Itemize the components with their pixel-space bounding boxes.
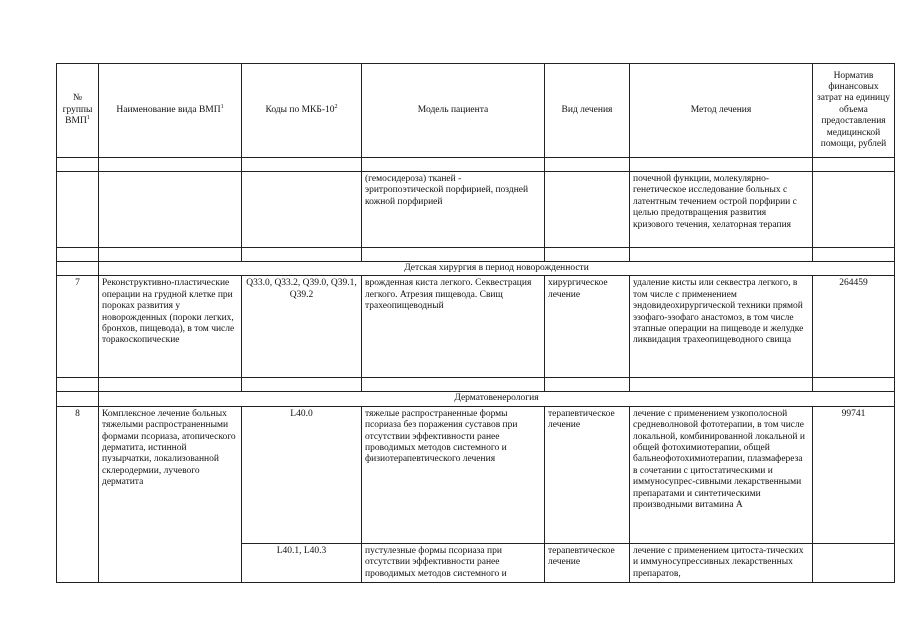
treatment-method: лечение с применением узкополосной средневолновой фототерапии, в том числе локальной, комбинированной локальной и общей фотохимиотерапии, общей бальнеофотохимиотерапии, плазмафереза в сочетании с цитостатическими и иммуносупрес-сивными лекарственными препаратами и синтетическими производными витамина А	[630, 406, 813, 543]
cost-norm: 99741	[813, 406, 895, 543]
group-number: 8	[57, 406, 99, 582]
section-row	[57, 392, 895, 406]
table-row	[57, 276, 895, 378]
col-header-cost-norm: Норматив финансовых затрат на единицу объема предоставления медицинской помощи, рублей	[813, 64, 895, 158]
treatment-method: лечение с применением цитоста-тических и иммуносупрессивных лекарственных препаратов,	[630, 543, 813, 582]
treatment-method: удаление кисты или секвестра легкого, в том числе с применением эндовидеохирургической техники прямой эзофаго-эзофаго анастомоз, в том числе этапные операции на пищеводе и желудке ликвидация трахеопищеводного свища	[630, 276, 813, 378]
spacer-row	[57, 158, 895, 172]
treatment-kind: терапевтическое лечение	[545, 406, 630, 543]
table-row	[57, 406, 895, 543]
patient-model: пустулезные формы псориаза при отсутствии эффективности ранее проводимых методов системного и	[362, 543, 545, 582]
icd-codes: L40.0	[242, 406, 362, 543]
icd-codes: Q33.0, Q33.2, Q39.0, Q39.1, Q39.2	[242, 276, 362, 378]
section-row	[57, 262, 895, 276]
vmp-table	[56, 63, 895, 583]
vmp-name: Реконструктивно-пластические операции на грудной клетке при пороках развития у новорожденных (пороки легких, бронхов, пищевода), в том числе торакоскопические	[99, 276, 242, 378]
spacer-row	[57, 248, 895, 262]
col-header-treatment-kind: Вид лечения	[545, 64, 630, 158]
header-row	[57, 64, 895, 158]
treatment-kind: терапевтическое лечение	[545, 543, 630, 582]
vmp-name: Комплексное лечение больных тяжелыми распространенными формами псориаза, атопического дерматита, истинной пузырчатки, локализованной склеродермии, лучевого дерматита	[99, 406, 242, 582]
cost-norm: 264459	[813, 276, 895, 378]
col-header-icd-codes: Коды по МКБ-$10^2$	[242, 64, 362, 158]
col-header-treatment-method: Метод лечения	[630, 64, 813, 158]
section-title: Дерматовенерология	[99, 392, 895, 406]
cont-treatment-method: почечной функции, молекулярно-генетическое исследование больных с латентным течением острой порфирии с целью предотвращения развития кризового течения, хелаторная терапия	[630, 172, 813, 248]
spacer-row	[57, 378, 895, 392]
col-header-vmp-name: Наименование вида ВМП$^1$	[99, 64, 242, 158]
patient-model: врожденная киста легкого. Секвестрация легкого. Атрезия пищевода. Свищ трахеопищеводный	[362, 276, 545, 378]
group-number: 7	[57, 276, 99, 378]
col-header-patient-model: Модель пациента	[362, 64, 545, 158]
icd-codes: L40.1, L40.3	[242, 543, 362, 582]
patient-model: тяжелые распространенные формы псориаза без поражения суставов при отсутствии эффективности ранее проводимых методов системного и физиотерапевтического лечения	[362, 406, 545, 543]
col-header-group-number: № группы ВМП$^1$	[57, 64, 99, 158]
treatment-kind: хирургическое лечение	[545, 276, 630, 378]
continuation-row	[57, 172, 895, 248]
section-title: Детская хирургия в период новорожденности	[99, 262, 895, 276]
cont-patient-model: (гемосидероза) тканей - эритропоэтической порфирией, поздней кожной порфирией	[362, 172, 545, 248]
